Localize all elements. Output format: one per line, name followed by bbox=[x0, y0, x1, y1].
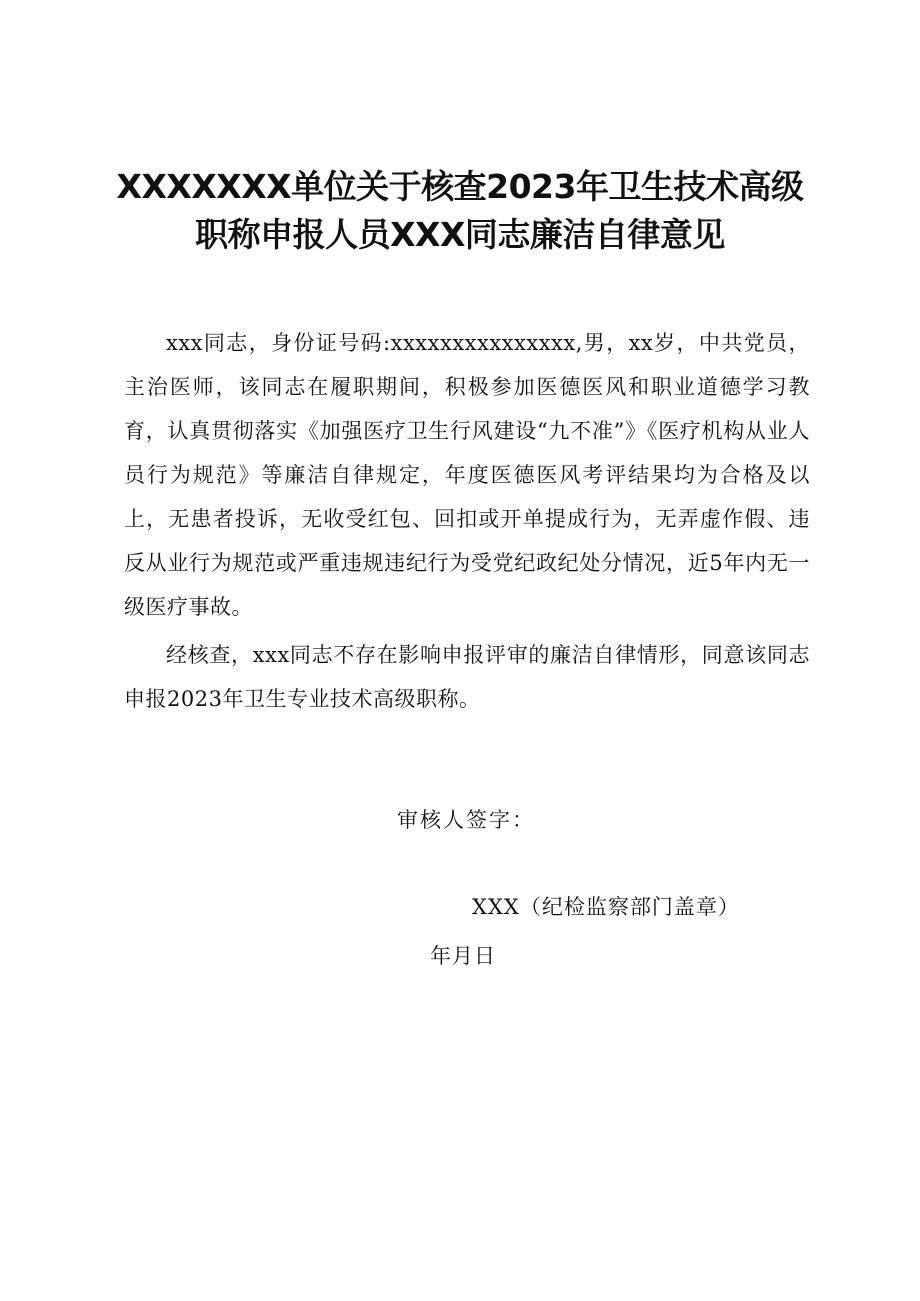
date-line: 年月日 bbox=[430, 944, 496, 968]
reviewer-signature-label: 审核人签字： bbox=[397, 808, 535, 832]
document-title-line-2: 职称申报人员XXX同志廉洁自律意见 bbox=[195, 215, 725, 254]
stamp-department-line: XXX（纪检监察部门盖章） bbox=[472, 895, 740, 919]
body-paragraph-1: xxx同志，身份证号码:xxxxxxxxxxxxxxx,男，xx岁，中共党员，主治医师，该同志在履职期间，积极参加医德医风和职业道德学习教育，认真贯彻落实《加强医疗卫生行风建设“九不准”》《医疗机构从业人员行为规范》等廉洁自律规定，年度医德医风考评结果均为合格及以上，无患者投诉，无收受红包、回扣或开单提成行为，无弄虚作假、违反从业行为规范或严重违规违纪行为受党纪政纪处分情况，近5年内无一级医疗事故。 bbox=[124, 331, 810, 619]
body-paragraph-2: 经核查，xxx同志不存在影响申报评审的廉洁自律情形，同意该同志申报2023年卫生专业技术高级职称。 bbox=[124, 643, 810, 711]
document-title-line-1: XXXXXXX单位关于核查2023年卫生技术高级 bbox=[116, 167, 804, 206]
